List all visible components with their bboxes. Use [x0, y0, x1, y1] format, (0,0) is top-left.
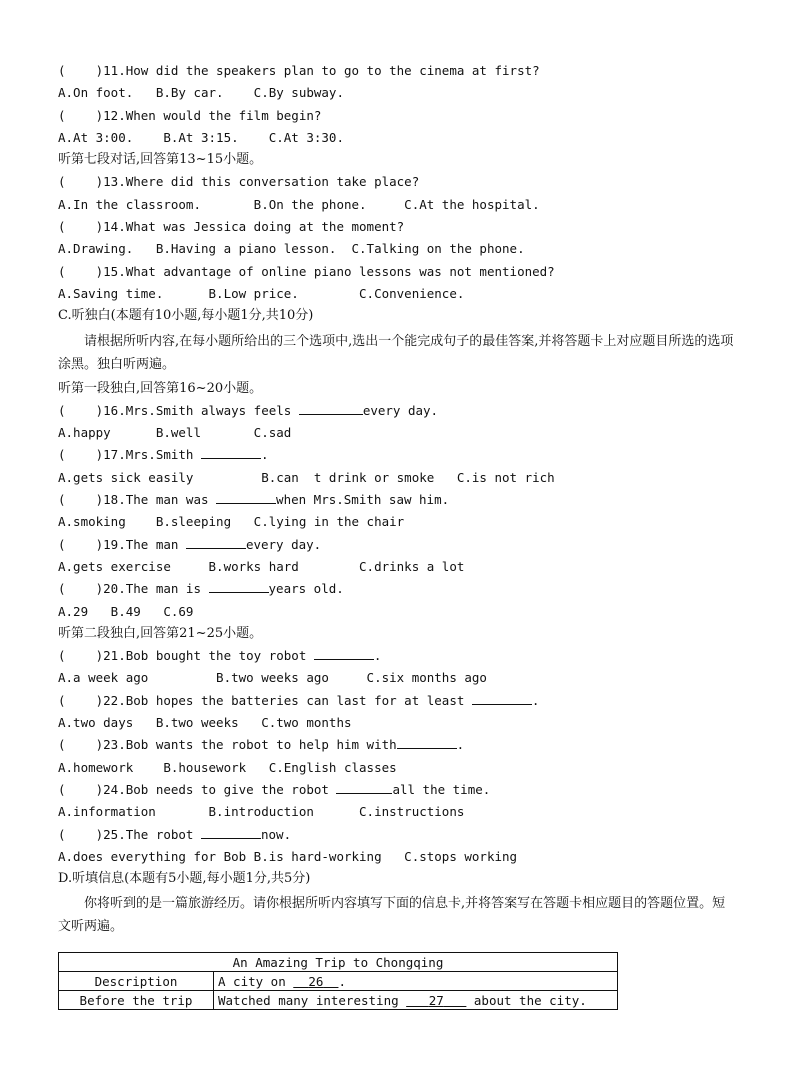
section-heading: D.听填信息(本题有5小题,每小题1分,共5分) [58, 871, 311, 887]
answer-blank[interactable] [336, 779, 392, 794]
question-line: ( )15.What advantage of online piano lessons was not mentioned? [58, 263, 555, 279]
options-line: A.gets exercise B.works hard C.drinks a lot [58, 558, 465, 574]
question-text: ( )24.Bob needs to give the robot [58, 781, 337, 797]
answer-blank[interactable] [314, 645, 374, 660]
answer-blank[interactable] [201, 444, 261, 459]
blank-26[interactable]: 26 [308, 973, 324, 989]
questions-16-25 [58, 378, 738, 891]
options-line: A.Saving time. B.Low price. C.Convenience. [58, 285, 465, 301]
question-line [58, 534, 738, 556]
question-line: ( )11.How did the speakers plan to go to the cinema at first? [58, 63, 540, 78]
question-line [58, 444, 738, 466]
question-text: ( )23.Bob wants the robot to help him with [58, 737, 397, 753]
question-text-end: . [373, 648, 382, 664]
question-text-end: when Mrs.Smith saw him. [276, 492, 450, 508]
question-text: ( )17.Mrs.Smith [58, 447, 201, 463]
answer-blank[interactable] [472, 690, 532, 705]
answer-blank[interactable] [397, 734, 457, 749]
question-text-end: . [456, 737, 465, 753]
question-line [58, 645, 738, 667]
info-card-table [58, 952, 618, 1010]
question-text: ( )25.The robot [58, 826, 201, 842]
section-heading: 听第一段独白,回答第16~20小题。 [58, 380, 263, 396]
options-line: A.29 B.49 C.69 [58, 603, 194, 619]
question-line [58, 690, 738, 712]
table-title: An Amazing Trip to Chongqing [59, 953, 618, 972]
section-d-instructions: 你将听到的是一篇旅游经历。请你根据所听内容填写下面的信息卡,并将答案写在答题卡相应题目的答题位置。短文听两遍。 [58, 896, 726, 935]
question-text-end: . [531, 692, 540, 708]
options-line: A.a week ago B.two weeks ago C.six months ago [58, 670, 487, 686]
options-line: A.two days B.two weeks C.two months [58, 715, 352, 731]
answer-blank[interactable] [209, 578, 269, 593]
question-line: ( )12.When would the film begin? [58, 107, 322, 123]
question-text-end: years old. [268, 581, 344, 597]
questions-11-15 [58, 60, 738, 328]
answer-blank[interactable] [201, 824, 261, 839]
options-line: A.gets sick easily B.can t drink or smoke C.is not rich [58, 469, 555, 485]
question-text: ( )18.The man was [58, 492, 217, 508]
question-text: ( )16.Mrs.Smith always feels [58, 402, 299, 418]
options-line: A.information B.introduction C.instructions [58, 804, 465, 820]
question-text: ( )22.Bob hopes the batteries can last for at least [58, 692, 472, 708]
section-heading: 听第二段独白,回答第21~25小题。 [58, 625, 263, 641]
answer-blank[interactable] [186, 534, 246, 549]
options-line: A.In the classroom. B.On the phone. C.At the hospital. [58, 196, 540, 212]
question-line [58, 578, 738, 600]
question-line [58, 400, 738, 422]
row-value-before-trip: Watched many interesting 27 about the city. [214, 991, 618, 1010]
question-text-end: every day. [245, 536, 322, 552]
row-value-description: A city on 26 . [214, 972, 618, 991]
section-c-instructions: 请根据所听内容,在每小题所给出的三个选项中,选出一个能完成句子的最佳答案,并将答题卡上对应题目所选的选项涂黑。独白听两遍。 [58, 333, 734, 372]
options-line: A.At 3:00. B.At 3:15. C.At 3:30. [58, 129, 344, 145]
question-line: ( )14.What was Jessica doing at the moment? [58, 219, 405, 235]
row-label-before-trip: Before the trip [59, 991, 214, 1010]
question-line [58, 734, 738, 756]
options-line: A.On foot. B.By car. C.By subway. [58, 85, 344, 101]
question-line [58, 779, 738, 801]
question-text: ( )20.The man is [58, 581, 209, 597]
question-text-end: all the time. [392, 781, 491, 797]
exam-page [58, 60, 738, 940]
question-text: ( )21.Bob bought the toy robot [58, 648, 314, 664]
question-text-end: now. [261, 826, 292, 842]
answer-blank[interactable] [299, 400, 363, 415]
question-line [58, 489, 738, 511]
question-line [58, 824, 738, 846]
options-line: A.smoking B.sleeping C.lying in the chair [58, 514, 405, 530]
question-text: ( )19.The man [58, 536, 186, 552]
section-heading: C.听独白(本题有10小题,每小题1分,共10分) [58, 308, 314, 324]
question-text-end: every day. [362, 402, 439, 418]
question-text-end: . [261, 447, 269, 463]
section-heading: 听第七段对话,回答第13~15小题。 [58, 152, 263, 168]
options-line: A.homework B.housework C.English classes [58, 759, 397, 775]
question-line: ( )13.Where did this conversation take place? [58, 174, 420, 190]
answer-blank[interactable] [216, 489, 276, 504]
row-label-description: Description [59, 972, 214, 991]
options-line: A.Drawing. B.Having a piano lesson. C.Talking on the phone. [58, 241, 525, 257]
options-line: A.happy B.well C.sad [58, 425, 292, 441]
blank-27[interactable]: 27 [428, 992, 444, 1008]
options-line: A.does everything for Bob B.is hard-working C.stops working [58, 848, 518, 864]
